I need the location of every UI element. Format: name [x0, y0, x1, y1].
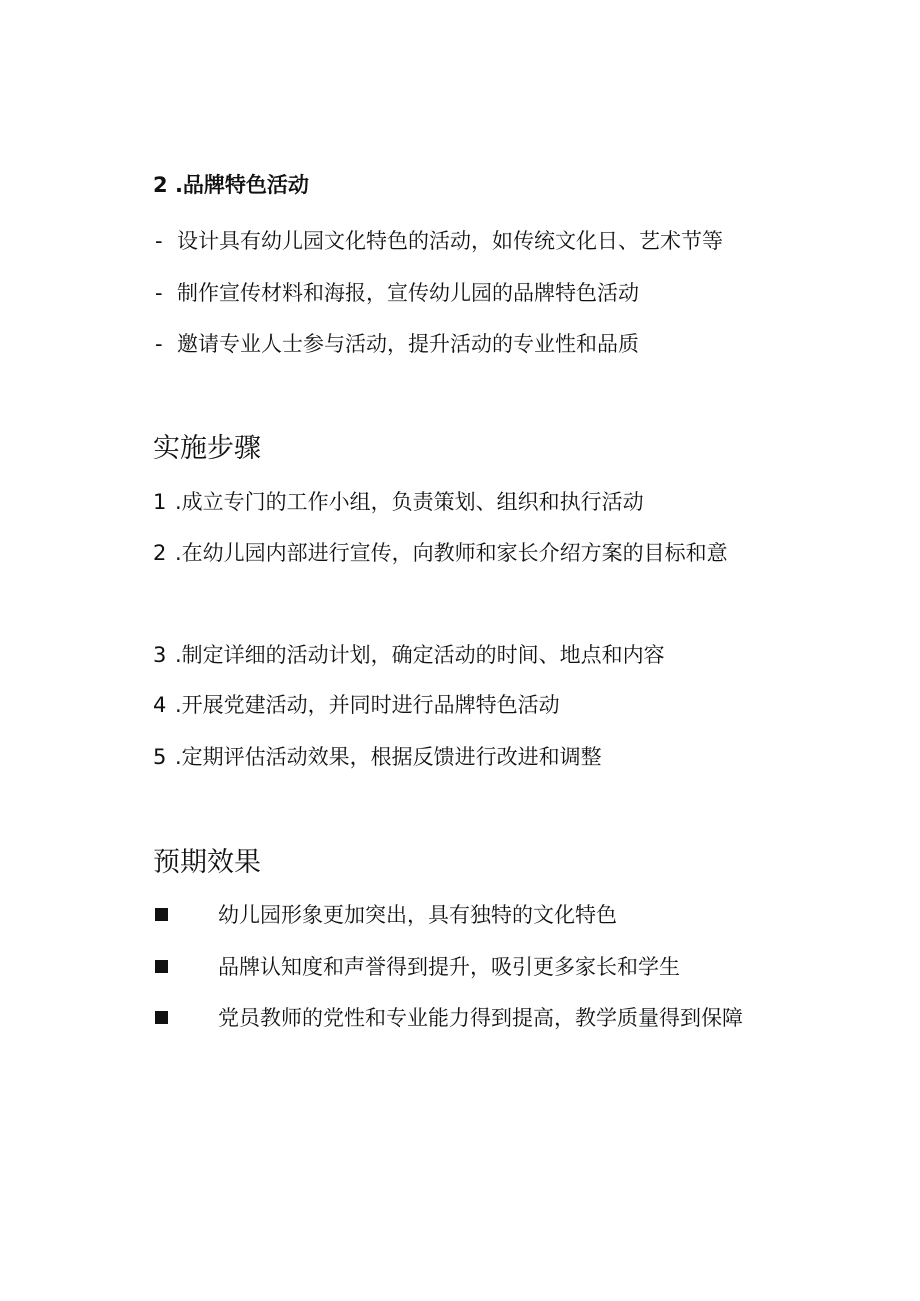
- bullet-list-item: [155, 901, 617, 929]
- step-text: .制定详细的活动计划，确定活动的时间、地点和内容: [175, 643, 665, 667]
- step-number: 4: [153, 693, 167, 717]
- section-subtitle: [153, 171, 309, 199]
- dash-item-text: 制作宣传材料和海报，宣传幼儿园的品牌特色活动: [177, 281, 639, 305]
- step-text: .成立专门的工作小组，负责策划、组织和执行活动: [175, 490, 644, 514]
- subtitle-number: 2: [153, 173, 168, 197]
- step-number: 5: [153, 745, 167, 769]
- bullet-item-text: 党员教师的党性和专业能力得到提高，教学质量得到保障: [218, 1006, 743, 1030]
- step-item: [153, 691, 560, 719]
- step-item: [153, 743, 602, 771]
- step-number: 3: [153, 643, 167, 667]
- dash-item-text: 设计具有幼儿园文化特色的活动，如传统文化日、艺术节等: [177, 229, 723, 253]
- square-bullet-icon: [155, 960, 168, 973]
- step-number: 1: [153, 490, 167, 514]
- step-item: [153, 641, 665, 669]
- effects-heading: 预期效果: [153, 847, 261, 878]
- dash-marker: -: [155, 332, 163, 356]
- steps-heading: 实施步骤: [153, 433, 261, 464]
- step-item: [153, 539, 728, 567]
- dash-item-text: 邀请专业人士参与活动，提升活动的专业性和品质: [177, 332, 639, 356]
- step-text: .定期评估活动效果，根据反馈进行改进和调整: [175, 745, 602, 769]
- step-text: .在幼儿园内部进行宣传，向教师和家长介绍方案的目标和意: [175, 541, 728, 565]
- step-item: [153, 488, 644, 516]
- bullet-list-item: [155, 1004, 743, 1032]
- square-bullet-icon: [155, 908, 168, 921]
- step-text: .开展党建活动，并同时进行品牌特色活动: [175, 693, 560, 717]
- dash-list-item: [155, 330, 639, 358]
- dash-list-item: [155, 227, 723, 255]
- bullet-list-item: [155, 953, 680, 981]
- subtitle-text: .品牌特色活动: [174, 173, 309, 197]
- step-number: 2: [153, 541, 167, 565]
- square-bullet-icon: [155, 1011, 168, 1024]
- bullet-item-text: 幼儿园形象更加突出，具有独特的文化特色: [218, 903, 617, 927]
- dash-marker: -: [155, 281, 163, 305]
- dash-marker: -: [155, 229, 163, 253]
- bullet-item-text: 品牌认知度和声誉得到提升，吸引更多家长和学生: [218, 955, 680, 979]
- dash-list-item: [155, 279, 639, 307]
